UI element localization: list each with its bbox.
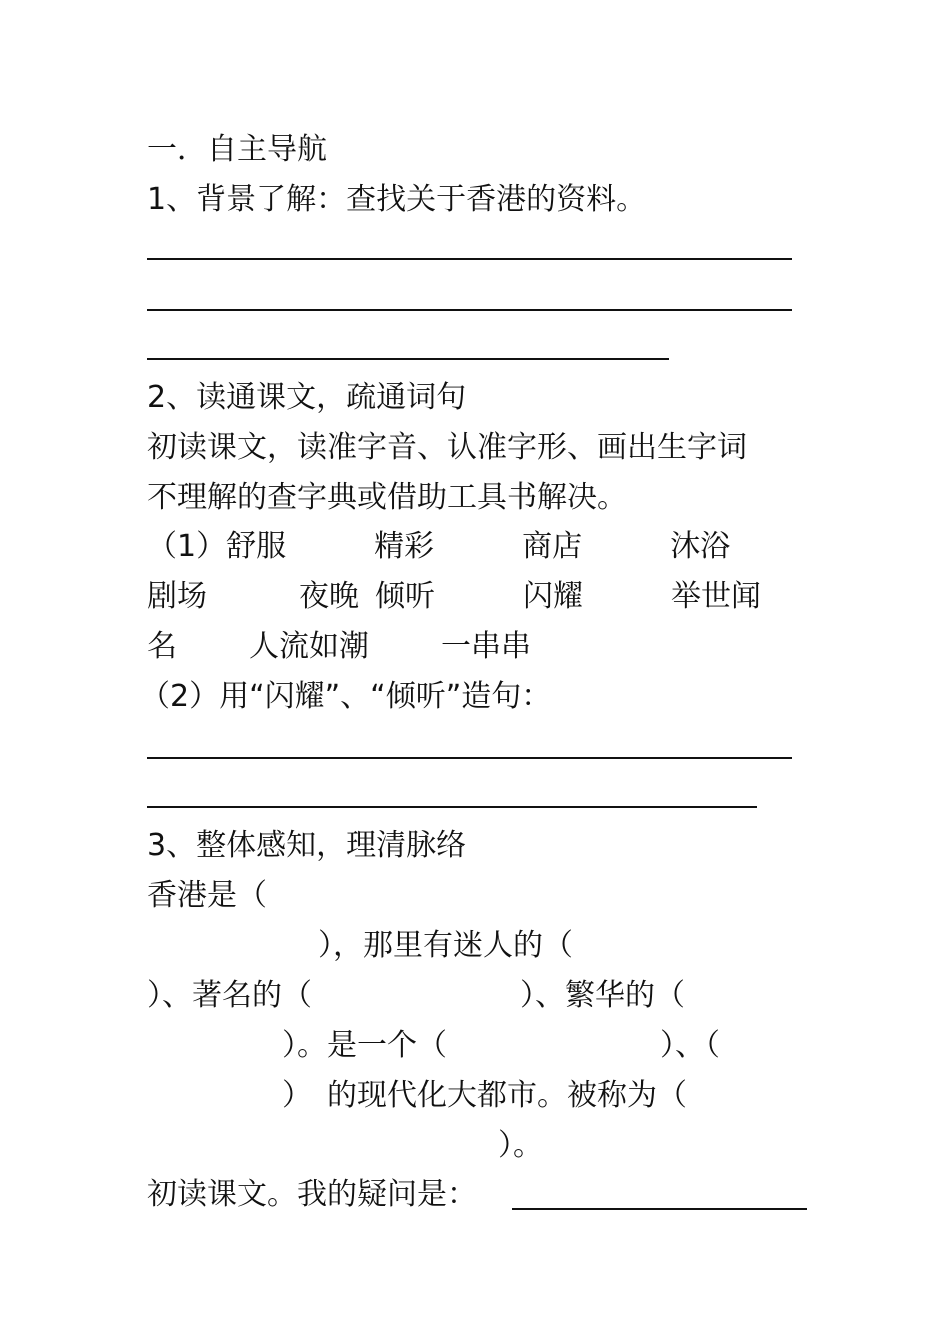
q2-instruction-1: 初读课文，读准字音、认准字形、画出生字词 — [147, 430, 747, 465]
q2-title: 2、读通课文，疏通词句 — [147, 380, 467, 415]
word: 夜晚 — [299, 579, 359, 614]
q3-question-prompt: 初读课文。我的疑问是： — [147, 1177, 477, 1212]
q3-line-4b: ）、（ — [660, 1028, 720, 1063]
answer-line[interactable] — [147, 358, 669, 360]
word: 精彩 — [374, 529, 435, 564]
word: 沐浴 — [670, 529, 731, 564]
word: 倾听 — [375, 579, 435, 614]
word-row-1 — [147, 527, 730, 567]
word: 剧场 — [147, 579, 207, 614]
part1-label: （1） — [147, 529, 227, 564]
q3-line-2: ），那里有迷人的（ — [318, 928, 573, 963]
q3-line-6: ）。 — [498, 1128, 543, 1163]
word-row-2 — [147, 577, 761, 617]
answer-line[interactable] — [147, 309, 792, 311]
answer-line[interactable] — [147, 258, 792, 260]
section-title: 一．自主导航 — [147, 132, 327, 167]
q3-line-1: 香港是（ — [147, 878, 267, 913]
word: 人流如潮 — [249, 629, 369, 664]
q3-line-3a: ）、著名的（ — [147, 978, 312, 1013]
word: 名 — [147, 629, 177, 664]
answer-line[interactable] — [147, 757, 792, 759]
answer-line[interactable] — [512, 1208, 807, 1210]
word: 举世闻 — [671, 579, 761, 614]
word-row-3 — [147, 627, 531, 667]
q2-part2-prompt: （2）用“闪耀”、“倾听”造句： — [140, 679, 552, 714]
q3-line-4a: ）。是一个（ — [282, 1028, 447, 1063]
word: 闪耀 — [523, 579, 583, 614]
word: 一串串 — [441, 629, 531, 664]
q2-instruction-2: 不理解的查字典或借助工具书解决。 — [147, 480, 627, 515]
word: 舒服 — [226, 529, 287, 564]
q3-line-3b: ）、繁华的（ — [520, 978, 685, 1013]
q3-title: 3、整体感知，理清脉络 — [147, 828, 467, 863]
q3-line-5: ） 的现代化大都市。被称为（ — [282, 1078, 687, 1113]
word: 商店 — [522, 529, 583, 564]
answer-line[interactable] — [147, 806, 757, 808]
q1-title: 1、背景了解：查找关于香港的资料。 — [147, 182, 647, 217]
